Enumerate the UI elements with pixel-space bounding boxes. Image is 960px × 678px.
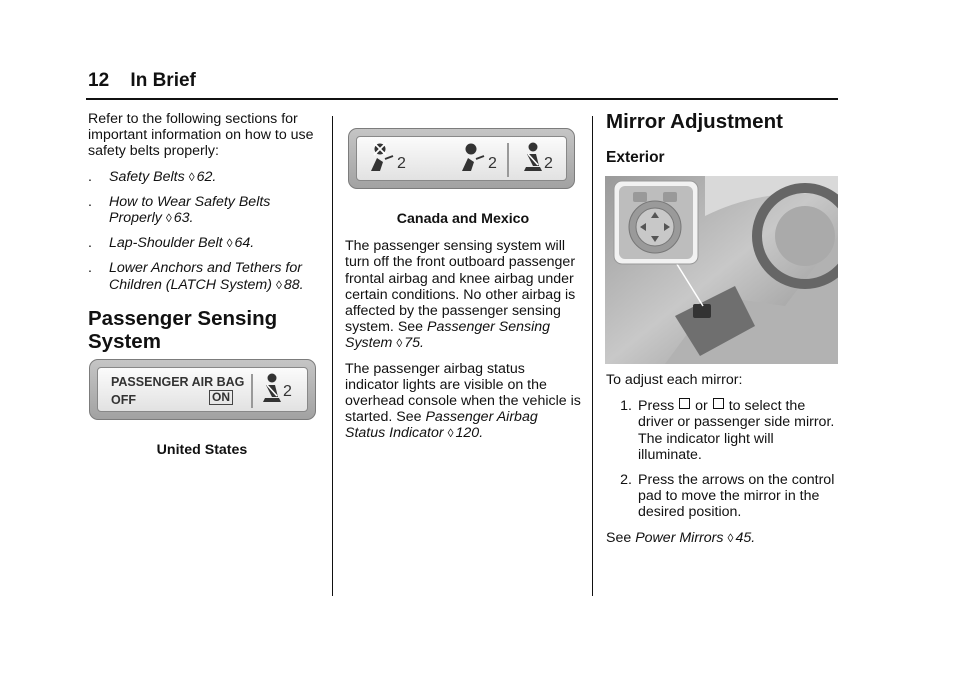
link-passenger-sensing-system[interactable]: Passenger Sensing System [345,319,551,352]
section-title: In Brief [130,70,196,91]
passenger-sensing-paragraph: The passenger sensing system will turn off the front outboard passenger frontal airbag and knee airbag under certain conditions. No other airbag is affected by the passenger sensing system. See Passenger Sensing System ◊ 75. [345,238,576,352]
mirror-adjustment-heading: Mirror Adjustment [606,110,783,133]
mirror-steps [606,398,840,520]
list-item: 2. Press the arrows on the control pad to move the mirror in the desired position. [620,472,835,521]
left-mirror-button-icon [679,398,690,409]
page-header [88,70,196,92]
column-divider-1 [332,116,333,596]
list-item: . Lower Anchors and Tethers for Children (LATCH System) ◊ 88. [88,260,304,293]
mirror-intro: To adjust each mirror: [606,372,743,388]
us-caption: United States [156,442,248,458]
right-mirror-button-icon [713,398,724,409]
airbag-on-label: ON [209,390,233,405]
airbag-off-label: OFF [111,393,136,407]
power-mirrors-reference: See Power Mirrors ◊ 45. [606,529,756,546]
seat-number-1: 2 [397,155,406,172]
list-item: . Safety Belts ◊ 62. [88,168,217,185]
canada-indicator-panel [348,128,575,189]
list-item: 1. Press or to select the driver or passenger side mirror. The indicator light will illuminate. [620,398,835,463]
link-passenger-airbag-status[interactable]: Passenger Airbag Status Indicator [345,409,538,442]
safety-belt-intro: Refer to the following sections for important information on how to use safety belts properly: [88,111,314,160]
exterior-subheading: Exterior [606,149,665,166]
seat-number-2: 2 [488,155,497,172]
link-how-to-wear[interactable]: How to Wear Safety Belts Properly [109,193,271,227]
column-divider-2 [592,116,593,596]
seat-number-3: 2 [544,155,553,172]
seatbelt-airbag-icon [260,372,284,406]
link-power-mirrors[interactable]: Power Mirrors [635,529,724,546]
us-indicator-panel [89,359,316,420]
list-item: . How to Wear Safety Belts Properly ◊ 63. [88,193,271,227]
passenger-airbag-label: PASSENGER AIR BAG [111,375,245,389]
column-3-bottom [606,372,840,555]
airbag-on-icon [458,141,488,175]
page-number: 12 [88,70,110,91]
status-indicator-paragraph: The passenger airbag status indicator lights are visible on the overhead console when the vehicle is started. See Passenger Airbag Status Indicator ◊ 120. [345,360,581,442]
seatbelt-reminder-icon [521,141,545,175]
header-rule [86,98,838,100]
airbag-off-icon [367,141,397,175]
column-1 [88,111,324,353]
link-latch-system[interactable]: Lower Anchors and Tethers for Children (LATCH System) [109,260,302,293]
passenger-sensing-heading: Passenger Sensing System [88,306,278,353]
column-2 [345,211,581,451]
list-item: . Lap-Shoulder Belt ◊ 64. [88,235,255,252]
seat-number-label: 2 [283,383,292,400]
column-3-top [606,110,840,166]
link-safety-belts[interactable]: Safety Belts [109,168,185,185]
mirror-control-illustration [605,176,838,364]
canada-caption: Canada and Mexico [396,211,530,227]
link-lap-shoulder-belt[interactable]: Lap-Shoulder Belt [109,235,223,252]
